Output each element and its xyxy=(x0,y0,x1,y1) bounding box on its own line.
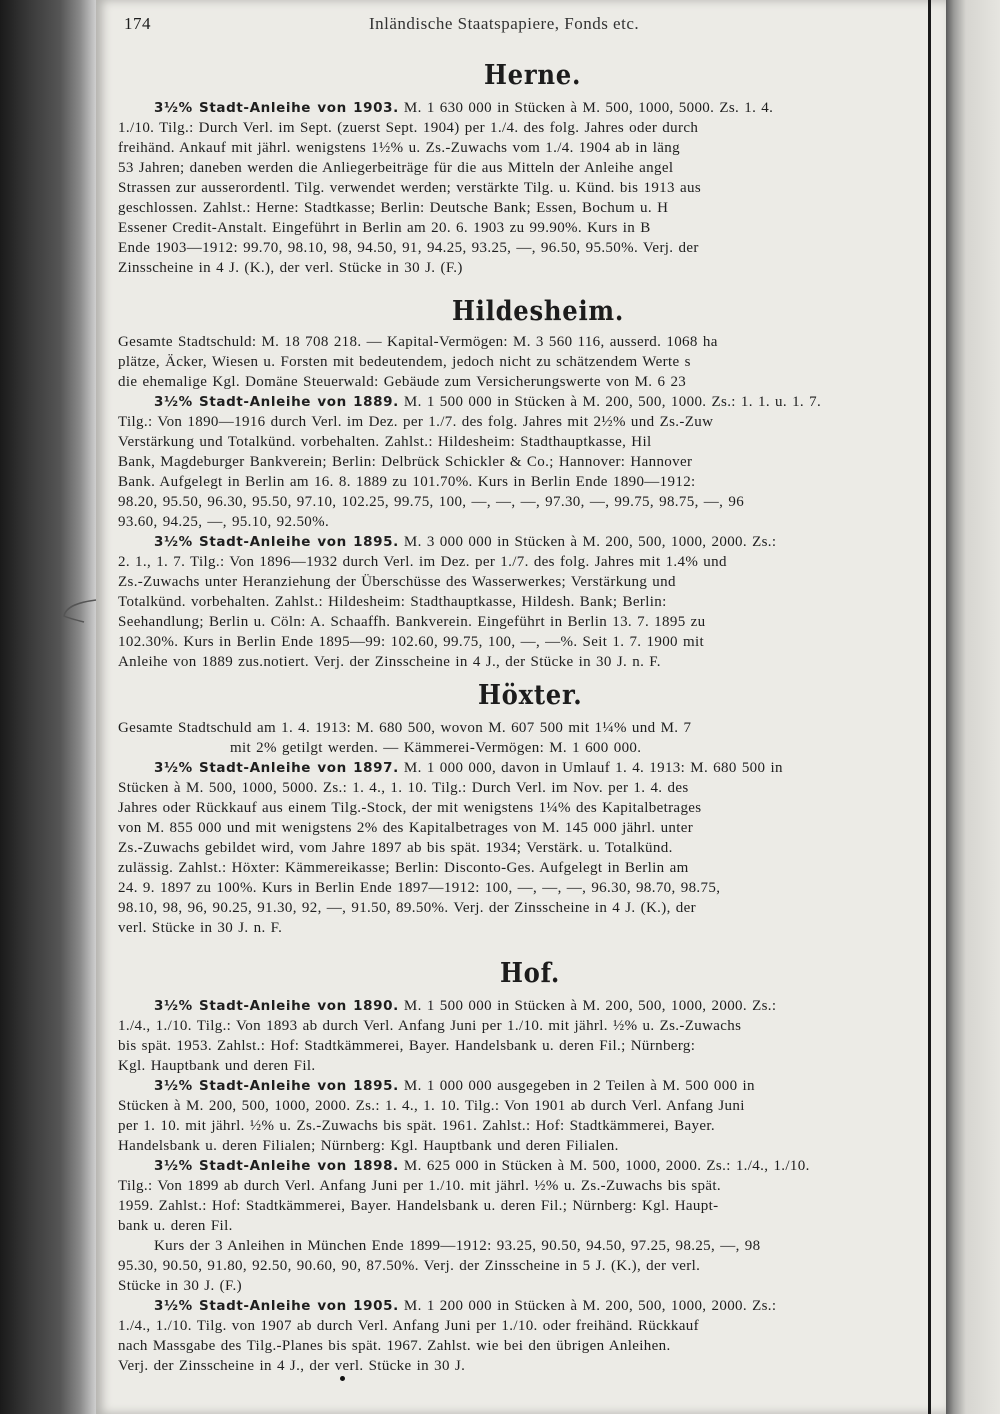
section-body-hildesheim xyxy=(118,332,948,672)
loan-title: 3½% Stadt-Anleihe von 1898. xyxy=(154,1158,399,1174)
text-line: Anleihe von 1889 zus.notiert. Verj. der Zinsscheine in 4 J., der Stücke in 30 J. n. F. xyxy=(118,654,661,670)
text-line: 93.60, 94.25, —, 95.10, 92.50%. xyxy=(118,514,330,530)
text-line: freihänd. Ankauf mit jährl. wenigstens 1½% u. Zs.-Zuwachs vom 1./4. 1904 ab in läng xyxy=(118,140,680,156)
text-line: 1959. Zahlst.: Hof: Stadtkämmerei, Bayer. Handelsbank u. deren Fil.; Nürnberg: Kgl. Haupt- xyxy=(118,1198,719,1214)
text-line: Verstärkung und Totalkünd. vorbehalten. Zahlst.: Hildesheim: Stadthauptkasse, Hil xyxy=(118,434,652,450)
loan-details: M. 1 500 000 in Stücken à M. 200, 500, 1000, 2000. Zs.: xyxy=(398,998,777,1014)
section-heading-hildesheim: Hildesheim. xyxy=(452,296,625,327)
text-line: Strassen zur ausserordentl. Tilg. verwendet werden; verstärkte Tilg. u. Künd. bis 1913 aus xyxy=(118,180,702,196)
running-title: Inländische Staatspapiere, Fonds etc. xyxy=(369,14,640,33)
text-line: 1./4., 1./10. Tilg. von 1907 ab durch Verl. Anfang Juni per 1./10. oder freihänd. Rückkauf xyxy=(118,1318,699,1334)
text-line: Zinsscheine in 4 J. (K.), der verl. Stücke in 30 J. (F.) xyxy=(118,260,463,276)
loan-details: M. 1 000 000, davon in Umlauf 1. 4. 1913: M. 680 500 in xyxy=(398,760,783,776)
text-line xyxy=(118,98,948,118)
adjacent-page-edge xyxy=(946,0,1000,1414)
loan-title: 3½% Stadt-Anleihe von 1895. xyxy=(154,1078,399,1094)
text-line: 1./10. Tilg.: Durch Verl. im Sept. (zuerst Sept. 1904) per 1./4. des folg. Jahres oder durch xyxy=(118,120,699,136)
text-line: per 1. 10. mit jährl. ½% u. Zs.-Zuwachs bis spät. 1961. Zahlst.: Hof: Stadtkämmerei, Bayer. xyxy=(118,1118,715,1134)
text-line: Tilg.: Von 1899 ab durch Verl. Anfang Juni per 1./10. mit jährl. ½% u. Zs.-Zuwachs bis spät. xyxy=(118,1178,722,1194)
loan-title: 3½% Stadt-Anleihe von 1889. xyxy=(154,394,399,410)
text-line: Stücke in 30 J. (F.) xyxy=(118,1278,242,1294)
loan-details: M. 1 200 000 in Stücken à M. 200, 500, 1000, 2000. Zs.: xyxy=(398,1298,777,1314)
loan-details: M. 1 630 000 in Stücken à M. 500, 1000, 5000. Zs. 1. 4. xyxy=(398,100,774,116)
loan-title: 3½% Stadt-Anleihe von 1905. xyxy=(154,1298,399,1314)
text-line: 53 Jahren; daneben werden die Anliegerbeiträge für die aus Mitteln der Anleihe angel xyxy=(118,160,674,176)
text-line: Bank, Magdeburger Bankverein; Berlin: Delbrück Schickler & Co.; Hannover: Hannover xyxy=(118,454,693,470)
text-line: Zs.-Zuwachs gebildet wird, vom Jahre 1897 ab bis spät. 1934; Verstärk. u. Totalkünd. xyxy=(118,840,673,856)
text-line: verl. Stücke in 30 J. n. F. xyxy=(118,920,283,936)
text-line xyxy=(118,1156,948,1176)
text-line: Gesamte Stadtschuld: M. 18 708 218. — Kapital-Vermögen: M. 3 560 116, ausserd. 1068 ha xyxy=(118,334,718,350)
text-line: zulässig. Zahlst.: Höxter: Kämmereikasse; Berlin: Disconto-Ges. Aufgelegt in Berlin am xyxy=(118,860,689,876)
text-line xyxy=(118,532,948,552)
text-line xyxy=(118,996,948,1016)
text-line: 102.30%. Kurs in Berlin Ende 1895—99: 102.60, 99.75, 100, —, —%. Seit 1. 7. 1900 mit xyxy=(118,634,705,650)
text-line: 98.10, 98, 96, 90.25, 91.30, 92, —, 91.50, 89.50%. Verj. der Zinsscheine in 4 J. (K.), der xyxy=(118,900,696,916)
pencil-margin-mark xyxy=(60,596,100,626)
text-line: Ende 1903—1912: 99.70, 98.10, 98, 94.50, 91, 94.25, 93.25, —, 96.50, 95.50%. Verj. der xyxy=(118,240,699,256)
text-line xyxy=(118,392,948,412)
text-line: Stücken à M. 200, 500, 1000, 2000. Zs.: 1. 4., 1. 10. Tilg.: Von 1901 ab durch Verl. Anfang Juni xyxy=(118,1098,745,1114)
text-line: bank u. deren Fil. xyxy=(118,1218,233,1234)
text-line: mit 2% getilgt werden. — Kämmerei-Vermögen: M. 1 600 000. xyxy=(230,740,642,756)
section-body-hoexter xyxy=(118,718,948,938)
loan-title: 3½% Stadt-Anleihe von 1890. xyxy=(154,998,399,1014)
text-line: Totalkünd. vorbehalten. Zahlst.: Hildesheim: Stadthauptkasse, Hildesh. Bank; Berlin: xyxy=(118,594,667,610)
section-heading-hof: Hof. xyxy=(500,958,561,989)
text-line: Stücken à M. 500, 1000, 5000. Zs.: 1. 4., 1. 10. Tilg.: Durch Verl. im Nov. per 1. 4. des xyxy=(118,780,689,796)
text-line: plätze, Äcker, Wiesen u. Forsten mit bedeutendem, jedoch nicht zu schätzendem Werte s xyxy=(118,354,691,370)
text-line: von M. 855 000 und mit wenigstens 2% des Kapitalbetrages von M. 145 000 jährl. unter xyxy=(118,820,694,836)
text-line xyxy=(118,1296,948,1316)
text-line: Seehandlung; Berlin u. Cöln: A. Schaaffh. Bankverein. Eingeführt in Berlin 13. 7. 1895 zu xyxy=(118,614,706,630)
text-line: die ehemalige Kgl. Domäne Steuerwald: Gebäude zum Versicherungswerte von M. 6 23 xyxy=(118,374,687,390)
loan-details: M. 3 000 000 in Stücken à M. 200, 500, 1000, 2000. Zs.: xyxy=(398,534,777,550)
text-line: Zs.-Zuwachs unter Heranziehung der Überschüsse des Wasserwerkes; Verstärkung und xyxy=(118,574,676,590)
text-line: geschlossen. Zahlst.: Herne: Stadtkasse; Berlin: Deutsche Bank; Essen, Bochum u. H xyxy=(118,200,669,216)
text-line: Bank. Aufgelegt in Berlin am 16. 8. 1889 zu 101.70%. Kurs in Berlin Ende 1890—1912: xyxy=(118,474,696,490)
loan-title: 3½% Stadt-Anleihe von 1897. xyxy=(154,760,399,776)
loan-details: M. 625 000 in Stücken à M. 500, 1000, 2000. Zs.: 1./4., 1./10. xyxy=(398,1158,810,1174)
text-line: Essener Credit-Anstalt. Eingeführt in Berlin am 20. 6. 1903 zu 99.90%. Kurs in B xyxy=(118,220,651,236)
loan-details: M. 1 000 000 ausgegeben in 2 Teilen à M. 500 000 in xyxy=(398,1078,755,1094)
text-line: Kurs der 3 Anleihen in München Ende 1899—1912: 93.25, 90.50, 94.50, 97.25, 98.25, —, 98 xyxy=(154,1238,761,1254)
loan-details: M. 1 500 000 in Stücken à M. 200, 500, 1000. Zs.: 1. 1. u. 1. 7. xyxy=(398,394,822,410)
text-line xyxy=(118,758,948,778)
text-line: nach Massgabe des Tilg.-Planes bis spät. 1967. Zahlst. wie bei den übrigen Anleihen. xyxy=(118,1338,671,1354)
text-line: bis spät. 1953. Zahlst.: Hof: Stadtkämmerei, Bayer. Handelsbank u. deren Fil.; Nürnberg: xyxy=(118,1038,696,1054)
loan-title: 3½% Stadt-Anleihe von 1895. xyxy=(154,534,399,550)
text-line: 24. 9. 1897 zu 100%. Kurs in Berlin Ende 1897—1912: 100, —, —, —, 96.30, 98.70, 98.75, xyxy=(118,880,721,896)
scan-border-left xyxy=(0,0,96,1414)
section-heading-herne: Herne. xyxy=(484,60,582,91)
text-line: 98.20, 95.50, 96.30, 95.50, 97.10, 102.25, 99.75, 100, —, —, —, 97.30, —, 99.75, 98.75, —, 96 xyxy=(118,494,745,510)
text-line: Kgl. Hauptbank und deren Fil. xyxy=(118,1058,316,1074)
text-line: 2. 1., 1. 7. Tilg.: Von 1896—1932 durch Verl. im Dez. per 1./7. des folg. Jahres mit 1.4% und xyxy=(118,554,727,570)
section-heading-hoexter: Höxter. xyxy=(478,680,583,711)
text-line: Gesamte Stadtschuld am 1. 4. 1913: M. 680 500, wovon M. 607 500 mit 1¼% und M. 7 xyxy=(118,720,692,736)
page-number: 174 xyxy=(124,14,151,33)
ink-dot xyxy=(340,1376,345,1381)
section-body-herne xyxy=(118,98,948,278)
text-line xyxy=(118,1076,948,1096)
text-line: Jahres oder Rückkauf aus einem Tilg.-Stock, der mit wenigstens 1¼% des Kapitalbetrages xyxy=(118,800,702,816)
text-line: Verj. der Zinsscheine in 4 J., der verl. Stücke in 30 J. xyxy=(118,1358,466,1374)
text-line: Handelsbank u. deren Filialen; Nürnberg: Kgl. Hauptbank und deren Filialen. xyxy=(118,1138,619,1154)
loan-title: 3½% Stadt-Anleihe von 1903. xyxy=(154,100,399,116)
text-line: 95.30, 90.50, 91.80, 92.50, 90.60, 90, 87.50%. Verj. der Zinsscheine in 5 J. (K.), der verl. xyxy=(118,1258,701,1274)
section-body-hof xyxy=(118,996,948,1376)
text-line: Tilg.: Von 1890—1916 durch Verl. im Dez. per 1./7. des folg. Jahres mit 2½% und Zs.-Zuw xyxy=(118,414,714,430)
text-line: 1./4., 1./10. Tilg.: Von 1893 ab durch Verl. Anfang Juni per 1./10. mit jährl. ½% u. Zs.-Zuwachs xyxy=(118,1018,742,1034)
